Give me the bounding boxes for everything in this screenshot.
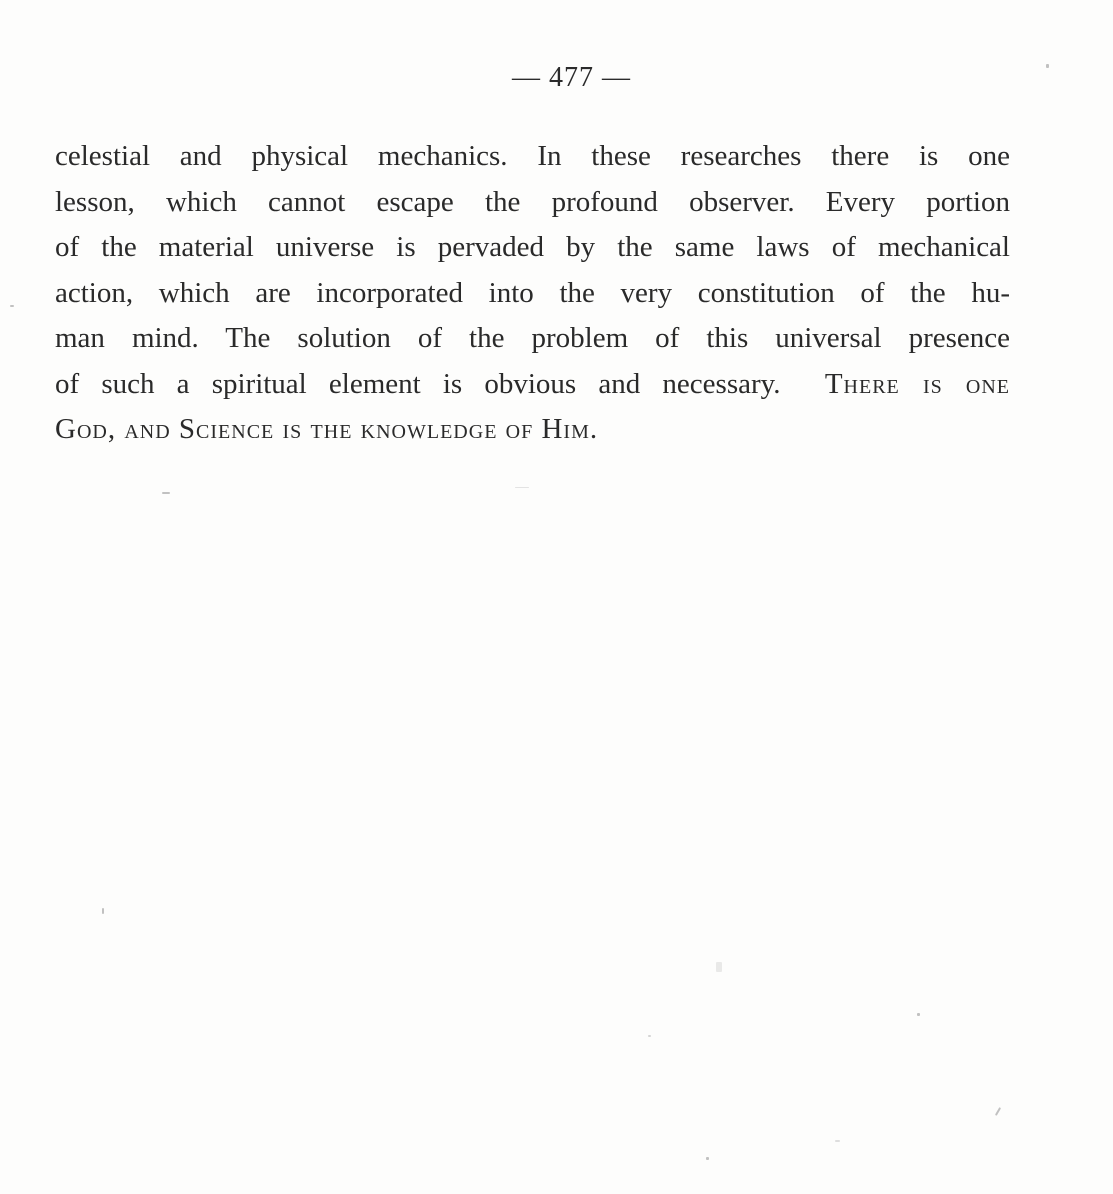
text-line: man mind. The solution of the problem of this universal presence [55,322,1010,354]
text-line: celestial and physical mechanics. In these researches there is one [55,140,1010,172]
text-line-smallcaps: God, and Science is the knowledge of Him. [55,413,599,445]
scan-speck [515,487,529,488]
scan-speck [648,1035,651,1037]
scan-speck [995,1107,1001,1116]
text-line: action, which are incorporated into the very constitution of the hu- [55,276,1010,309]
scan-speck [1046,64,1049,68]
scan-speck [835,1140,840,1142]
body-paragraph [55,134,1010,453]
text-line-part: of such a spiritual element is obvious and necessary. [55,367,781,400]
text-line [55,362,1010,408]
text-line: of the material universe is pervaded by the same laws of mechanical [55,231,1010,263]
scan-speck [102,908,104,914]
page-number: — 477 — [512,62,631,93]
scan-speck [10,305,14,307]
scan-speck [162,492,170,494]
text-line: lesson, which cannot escape the profound observer. Every portion [55,185,1010,218]
emphasis-smallcaps: There is one [824,367,1010,400]
scan-speck [706,1157,709,1160]
scan-speck [716,962,722,972]
scan-speck [917,1013,920,1016]
